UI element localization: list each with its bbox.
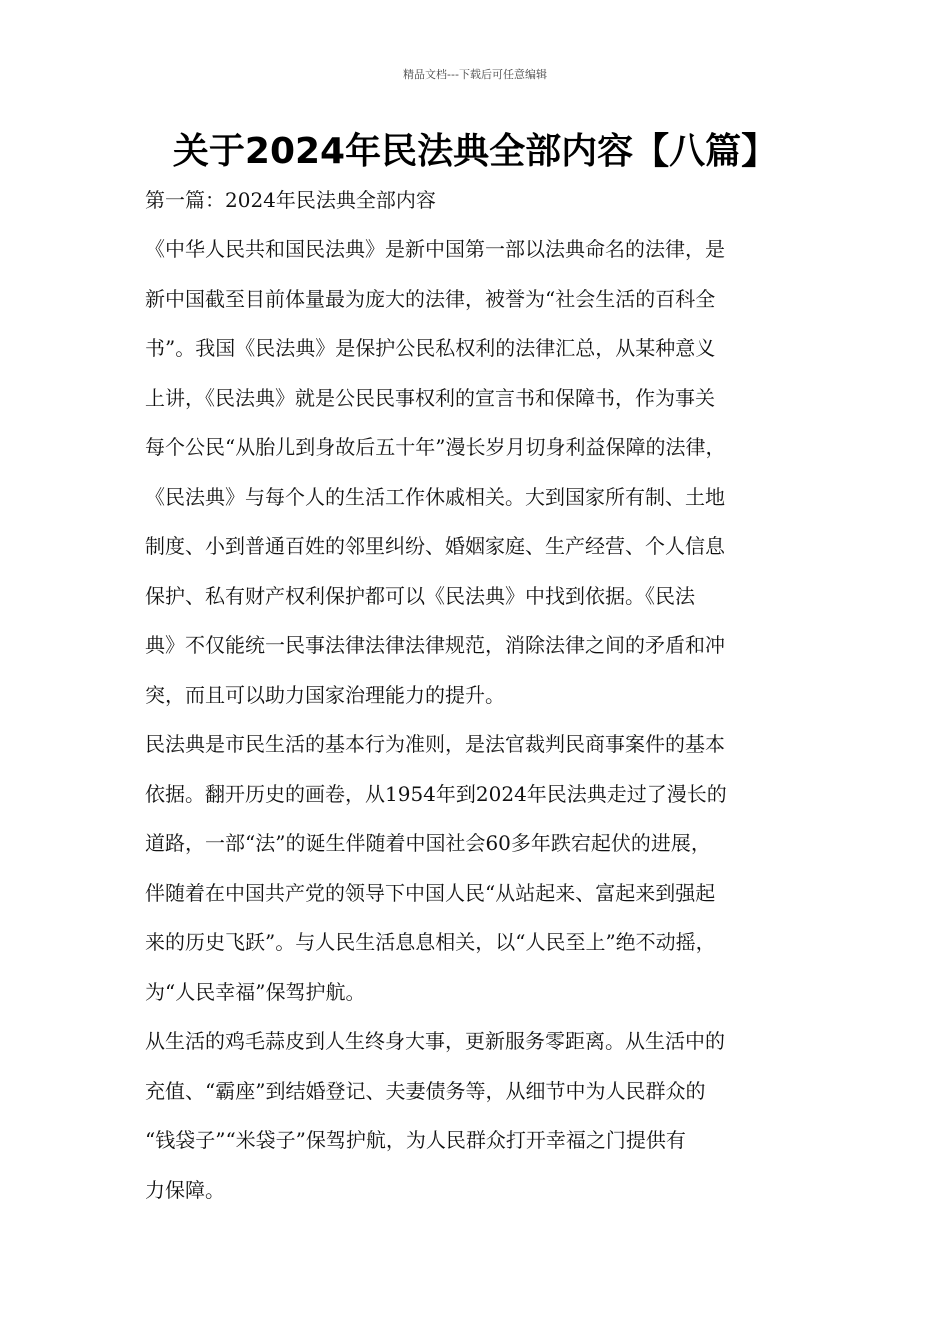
text-line: 每个公民“从胎儿到身故后五十年”漫长岁月切身利益保障的法律， <box>145 435 726 459</box>
text-line: “钱袋子”“米袋子”保驾护航，为人民群众打开幸福之门提供有 <box>145 1128 686 1152</box>
text-line: 民法典是市民生活的基本行为准则，是法官裁判民商事案件的基本 <box>145 732 725 756</box>
text-line: 制度、小到普通百姓的邻里纠纷、婚姻家庭、生产经营、个人信息 <box>145 534 725 558</box>
document-body <box>145 225 825 1215</box>
header-note: 精品文档---下载后可任意编辑 <box>403 68 547 81</box>
text-line: 力保障。 <box>145 1177 225 1202</box>
document-title: 关于2024年民法典全部内容【八篇】 <box>172 131 778 172</box>
text-line: 道路，一部“法”的诞生伴随着中国社会60多年跌宕起伏的进展， <box>145 831 711 855</box>
paragraph-1 <box>145 225 825 720</box>
text-line: 新中国截至目前体量最为庞大的法律，被誉为“社会生活的百科全 <box>145 286 716 311</box>
text-line: 书”。我国《民法典》是保护公民私权利的法律汇总，从某种意义 <box>145 336 716 360</box>
text-line: 充值、“霸座”到结婚登记、夫妻债务等，从细节中为人民群众的 <box>145 1078 706 1103</box>
section-heading: 第一篇：2024年民法典全部内容 <box>145 188 436 212</box>
text-line: 依据。翻开历史的画卷，从1954年到2024年民法典走过了漫长的 <box>145 781 727 806</box>
text-line: 来的历史飞跃”。与人民生活息息相关，以“人民至上”绝不动摇， <box>145 930 716 954</box>
text-line: 从生活的鸡毛蒜皮到人生终身大事，更新服务零距离。从生活中的 <box>145 1029 725 1053</box>
text-line: 《中华人民共和国民法典》是新中国第一部以法典命名的法律，是 <box>145 237 725 261</box>
text-line: 伴随着在中国共产党的领导下中国人民“从站起来、富起来到强起 <box>145 880 716 905</box>
text-line: 保护、私有财产权利保护都可以《民法典》中找到依据。《民法 <box>145 583 695 608</box>
text-line: 《民法典》与每个人的生活工作休戚相关。大到国家所有制、土地 <box>145 484 725 509</box>
paragraph-2 <box>145 720 825 1017</box>
paragraph-3 <box>145 1017 825 1215</box>
text-line: 典》不仅能统一民事法律法律法律规范，消除法律之间的矛盾和冲 <box>145 633 725 657</box>
text-line: 上讲，《民法典》就是公民民事权利的宣言书和保障书，作为事关 <box>145 385 715 410</box>
text-line: 突，而且可以助力国家治理能力的提升。 <box>145 682 505 707</box>
text-line: 为“人民幸福”保驾护航。 <box>145 979 366 1004</box>
